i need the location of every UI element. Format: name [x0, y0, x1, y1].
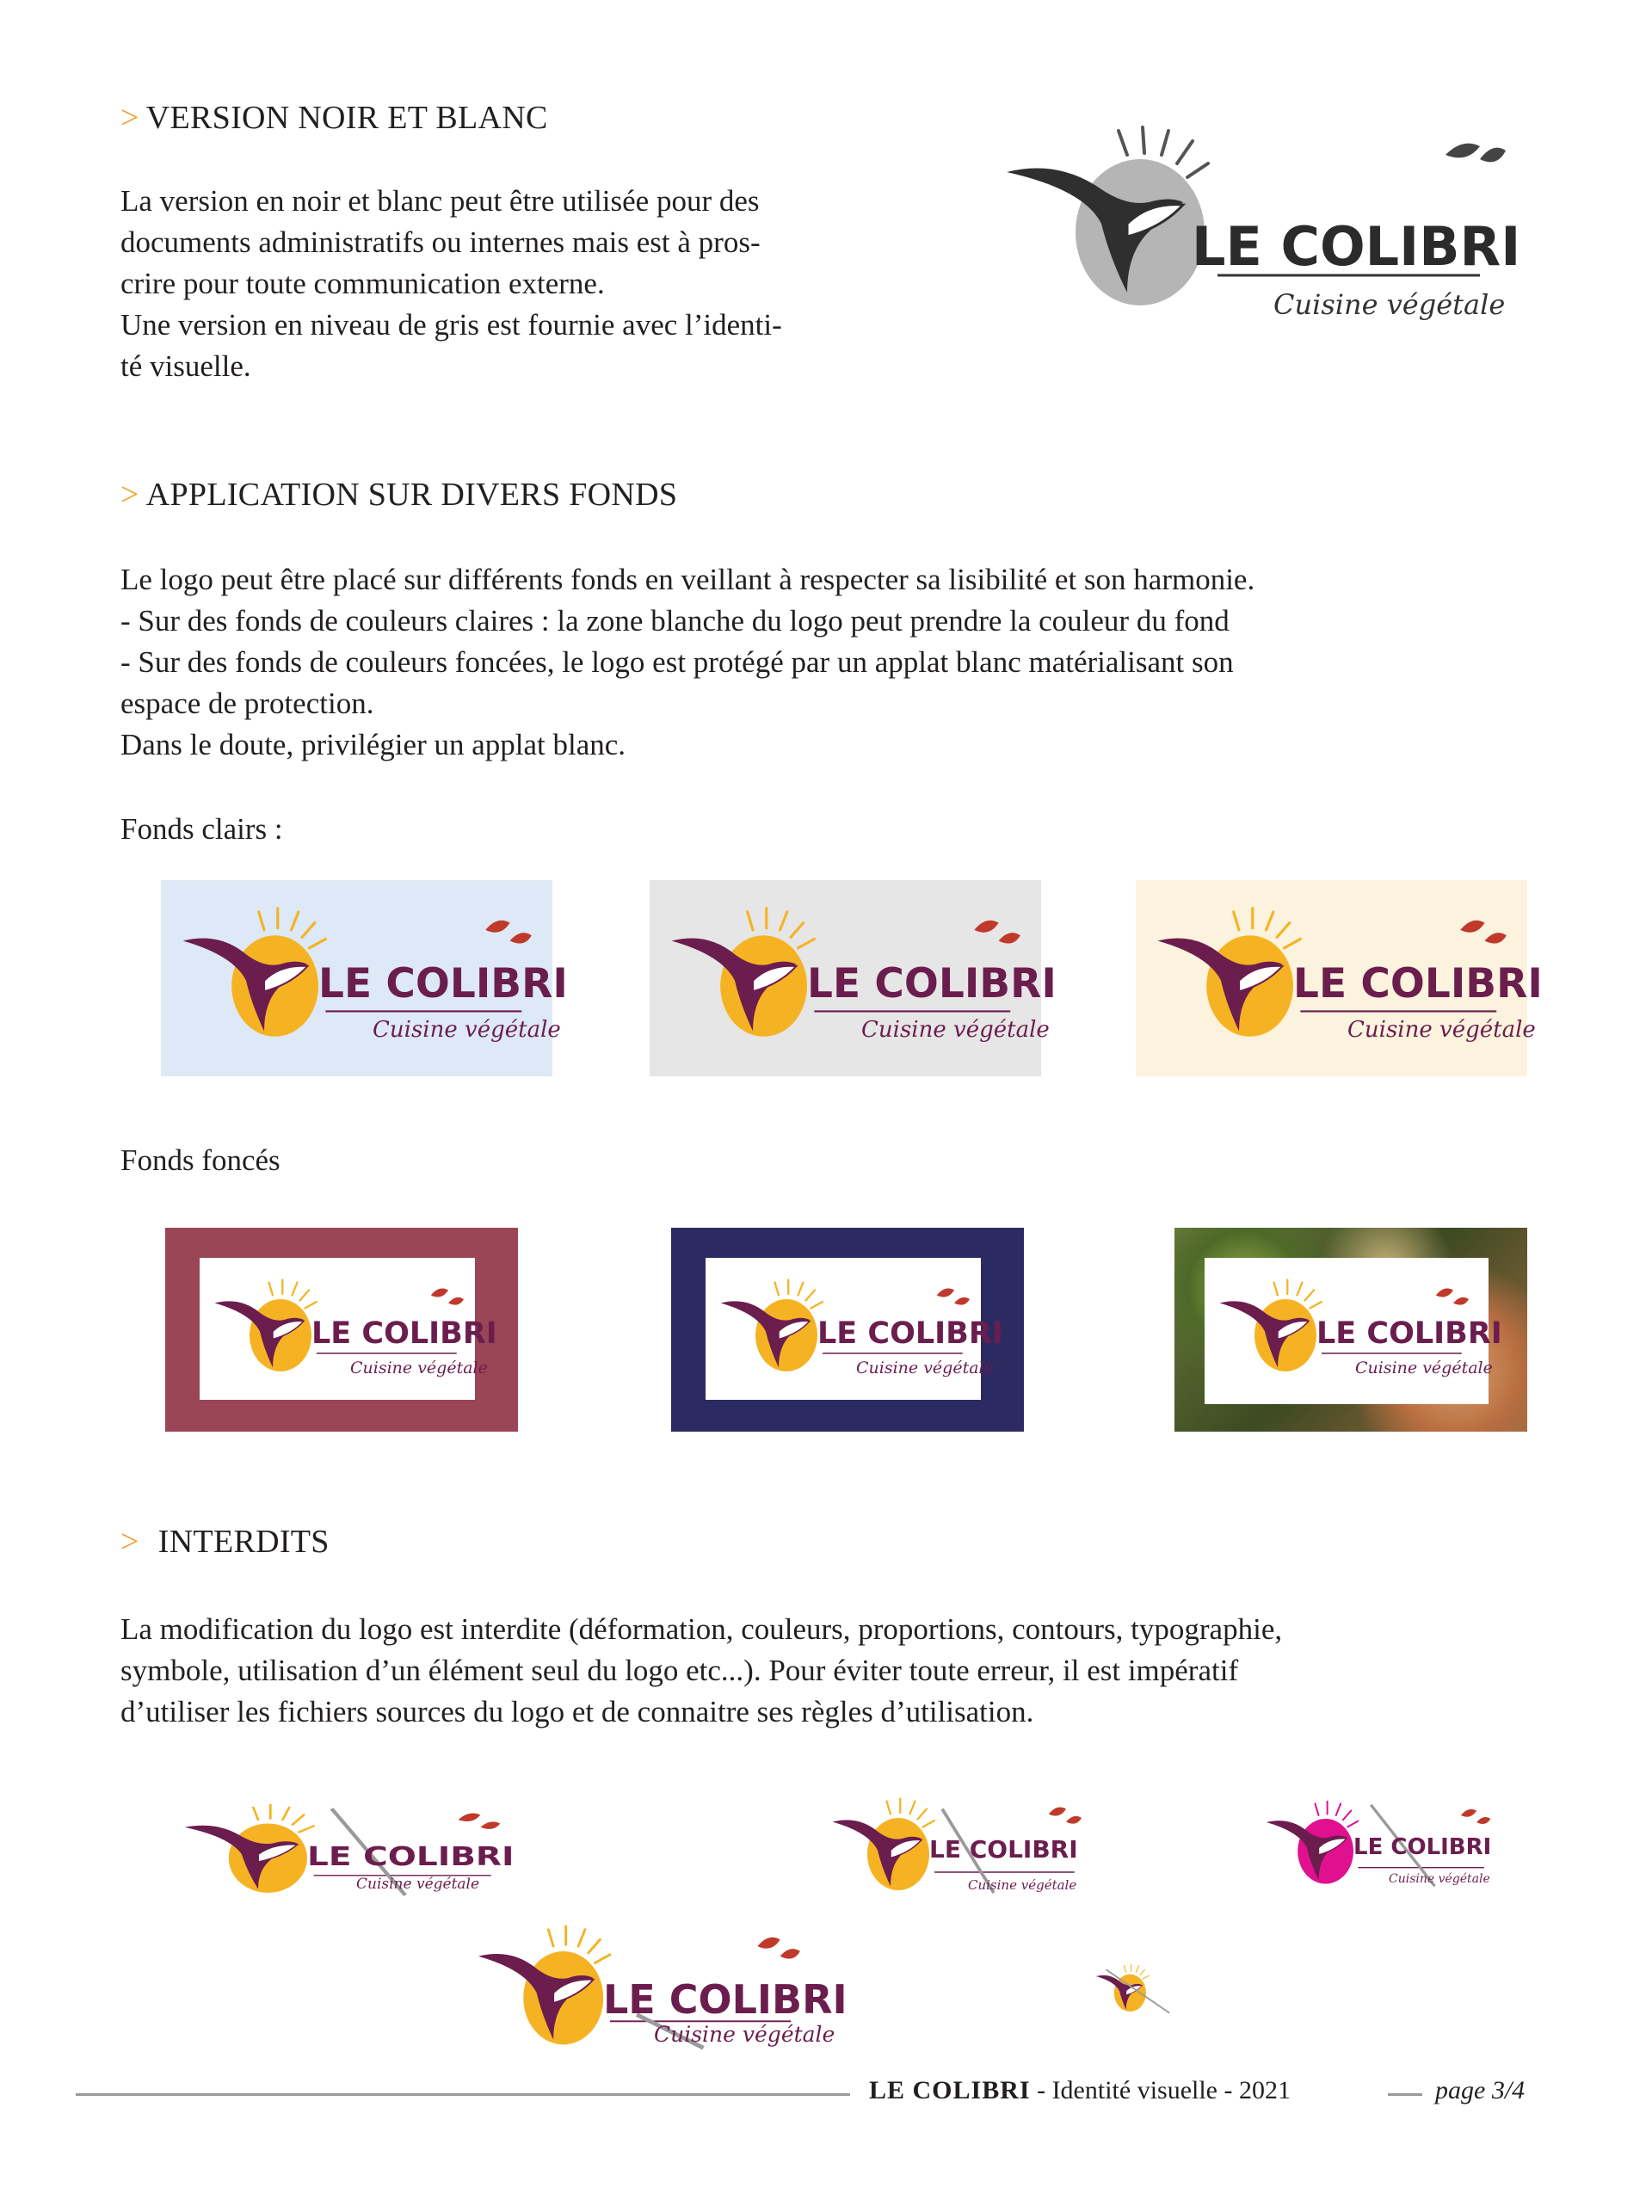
- dark-backgrounds-label: Fonds foncés: [120, 1143, 280, 1177]
- logo-symbol: [1093, 1923, 1226, 2056]
- logo-name: LE COLIBRI: [817, 1316, 1003, 1351]
- logo-forbidden-colors: [1261, 1790, 1493, 1901]
- dark-background-sample: [1174, 1228, 1527, 1432]
- footer-brand: LE COLIBRI: [869, 2076, 1031, 2104]
- logo-tagline: Cuisine végétale: [356, 1876, 480, 1893]
- footer: [869, 2076, 1291, 2105]
- section-title-text: VERSION NOIR ET BLANC: [145, 100, 548, 136]
- logo-color: [208, 1266, 497, 1391]
- white-protection-area: [200, 1258, 497, 1400]
- logo-name: LE COLIBRI: [318, 960, 568, 1007]
- logo-tagline: Cuisine végétale: [1355, 1359, 1493, 1377]
- logo-grayscale: [998, 120, 1521, 344]
- logo-tagline: Cuisine végétale: [373, 1017, 561, 1043]
- dark-background-sample: [671, 1228, 1024, 1432]
- light-background-sample: [650, 880, 1057, 1076]
- logo-tagline: Cuisine végétale: [1347, 1017, 1536, 1043]
- text-line: Le logo peut être placé sur différents fonds en veillant à respecter sa lisibilité et son harmonie.: [120, 563, 1255, 596]
- logo-tagline: Cuisine végétale: [350, 1359, 488, 1377]
- light-background-sample: [1136, 880, 1543, 1076]
- logo-tagline: Cuisine végétale: [1389, 1872, 1490, 1886]
- logo-name: LE COLIBRI: [1293, 960, 1543, 1007]
- logo-name: LE COLIBRI: [603, 1976, 848, 2023]
- logo-color: [1149, 893, 1543, 1061]
- section-title-text: INTERDITS: [157, 1524, 330, 1560]
- text-line: La modification du logo est interdite (déformation, couleurs, proportions, contours, typographie,: [120, 1612, 1283, 1646]
- logo-name: LE COLIBRI: [307, 1842, 515, 1872]
- logo-tagline: Cuisine végétale: [654, 2022, 835, 2047]
- logo-color: [174, 893, 568, 1061]
- logo-color: [1213, 1266, 1502, 1391]
- dark-background-sample: [165, 1228, 518, 1432]
- text-line: crire pour toute communication externe.: [120, 267, 605, 300]
- logo-name: LE COLIBRI: [1353, 1834, 1492, 1860]
- text-line: espace de protection.: [120, 687, 374, 720]
- logo-color: [663, 893, 1057, 1061]
- section-arrow: >: [120, 1524, 139, 1560]
- text-line: - Sur des fonds de couleurs claires : la zone blanche du logo peut prendre la couleur du fond: [120, 604, 1230, 638]
- logo-name: LE COLIBRI: [929, 1835, 1078, 1864]
- section-title-forbidden: [120, 1523, 330, 1561]
- logo-name: LE COLIBRI: [1316, 1316, 1502, 1351]
- text-line: documents administratifs ou internes mais est à pros-: [120, 225, 761, 259]
- section-title-backgrounds: [120, 476, 677, 514]
- logo-tagline: Cuisine végétale: [856, 1359, 994, 1377]
- text-line: La version en noir et blanc peut être utilisée pour des: [120, 184, 760, 218]
- section-arrow: >: [120, 477, 139, 513]
- footer-separator: -: [1030, 2076, 1052, 2104]
- logo-name: LE COLIBRI: [807, 960, 1057, 1007]
- text-line: Une version en niveau de gris est fournie avec l’identi-: [120, 308, 782, 342]
- logo-forbidden-stretched: [176, 1802, 515, 1901]
- section-arrow: >: [120, 100, 139, 136]
- text-line: Dans le doute, privilégier un applat blanc.: [120, 728, 626, 761]
- logo-forbidden-symbol-alone: [1093, 1923, 1226, 2056]
- text-line: symbole, utilisation d’un élément seul du logo etc...). Pour éviter toute erreur, il est impératif: [120, 1654, 1239, 1687]
- logo-tagline: Cuisine végétale: [1273, 288, 1506, 321]
- text-line: - Sur des fonds de couleurs foncées, le logo est protégé par un applat blanc matérialisant son: [120, 645, 1234, 679]
- logo-tagline: Cuisine végétale: [968, 1877, 1077, 1893]
- footer-rule-short: [1388, 2093, 1422, 2096]
- section-title-bw: [120, 99, 548, 137]
- bw-paragraph: [120, 181, 782, 387]
- light-backgrounds-label: Fonds clairs :: [120, 812, 283, 846]
- footer-rule: [76, 2093, 850, 2096]
- light-background-sample: [161, 880, 568, 1076]
- footer-separator: -: [1217, 2076, 1239, 2104]
- logo-tagline: Cuisine végétale: [861, 1017, 1050, 1043]
- text-line: d’utiliser les fichiers sources du logo et de connaitre ses règles d’utilisation.: [120, 1695, 1034, 1728]
- footer-page-number: page 3/4: [1435, 2076, 1526, 2104]
- footer-year: 2021: [1239, 2076, 1291, 2104]
- backgrounds-paragraph: [120, 559, 1254, 766]
- logo-forbidden-typography: [826, 1785, 1084, 1910]
- white-protection-area: [1205, 1258, 1502, 1404]
- logo-forbidden-proportions: [469, 1923, 848, 2056]
- text-line: té visuelle.: [120, 349, 251, 383]
- footer-doc-title: Identité visuelle: [1051, 2076, 1217, 2104]
- logo-color: [714, 1266, 1003, 1391]
- forbidden-paragraph: [120, 1609, 1282, 1733]
- white-protection-area: [706, 1258, 1003, 1400]
- section-title-text: APPLICATION SUR DIVERS FONDS: [145, 477, 678, 513]
- logo-name: LE COLIBRI: [311, 1316, 497, 1351]
- logo-name: LE COLIBRI: [1192, 215, 1521, 278]
